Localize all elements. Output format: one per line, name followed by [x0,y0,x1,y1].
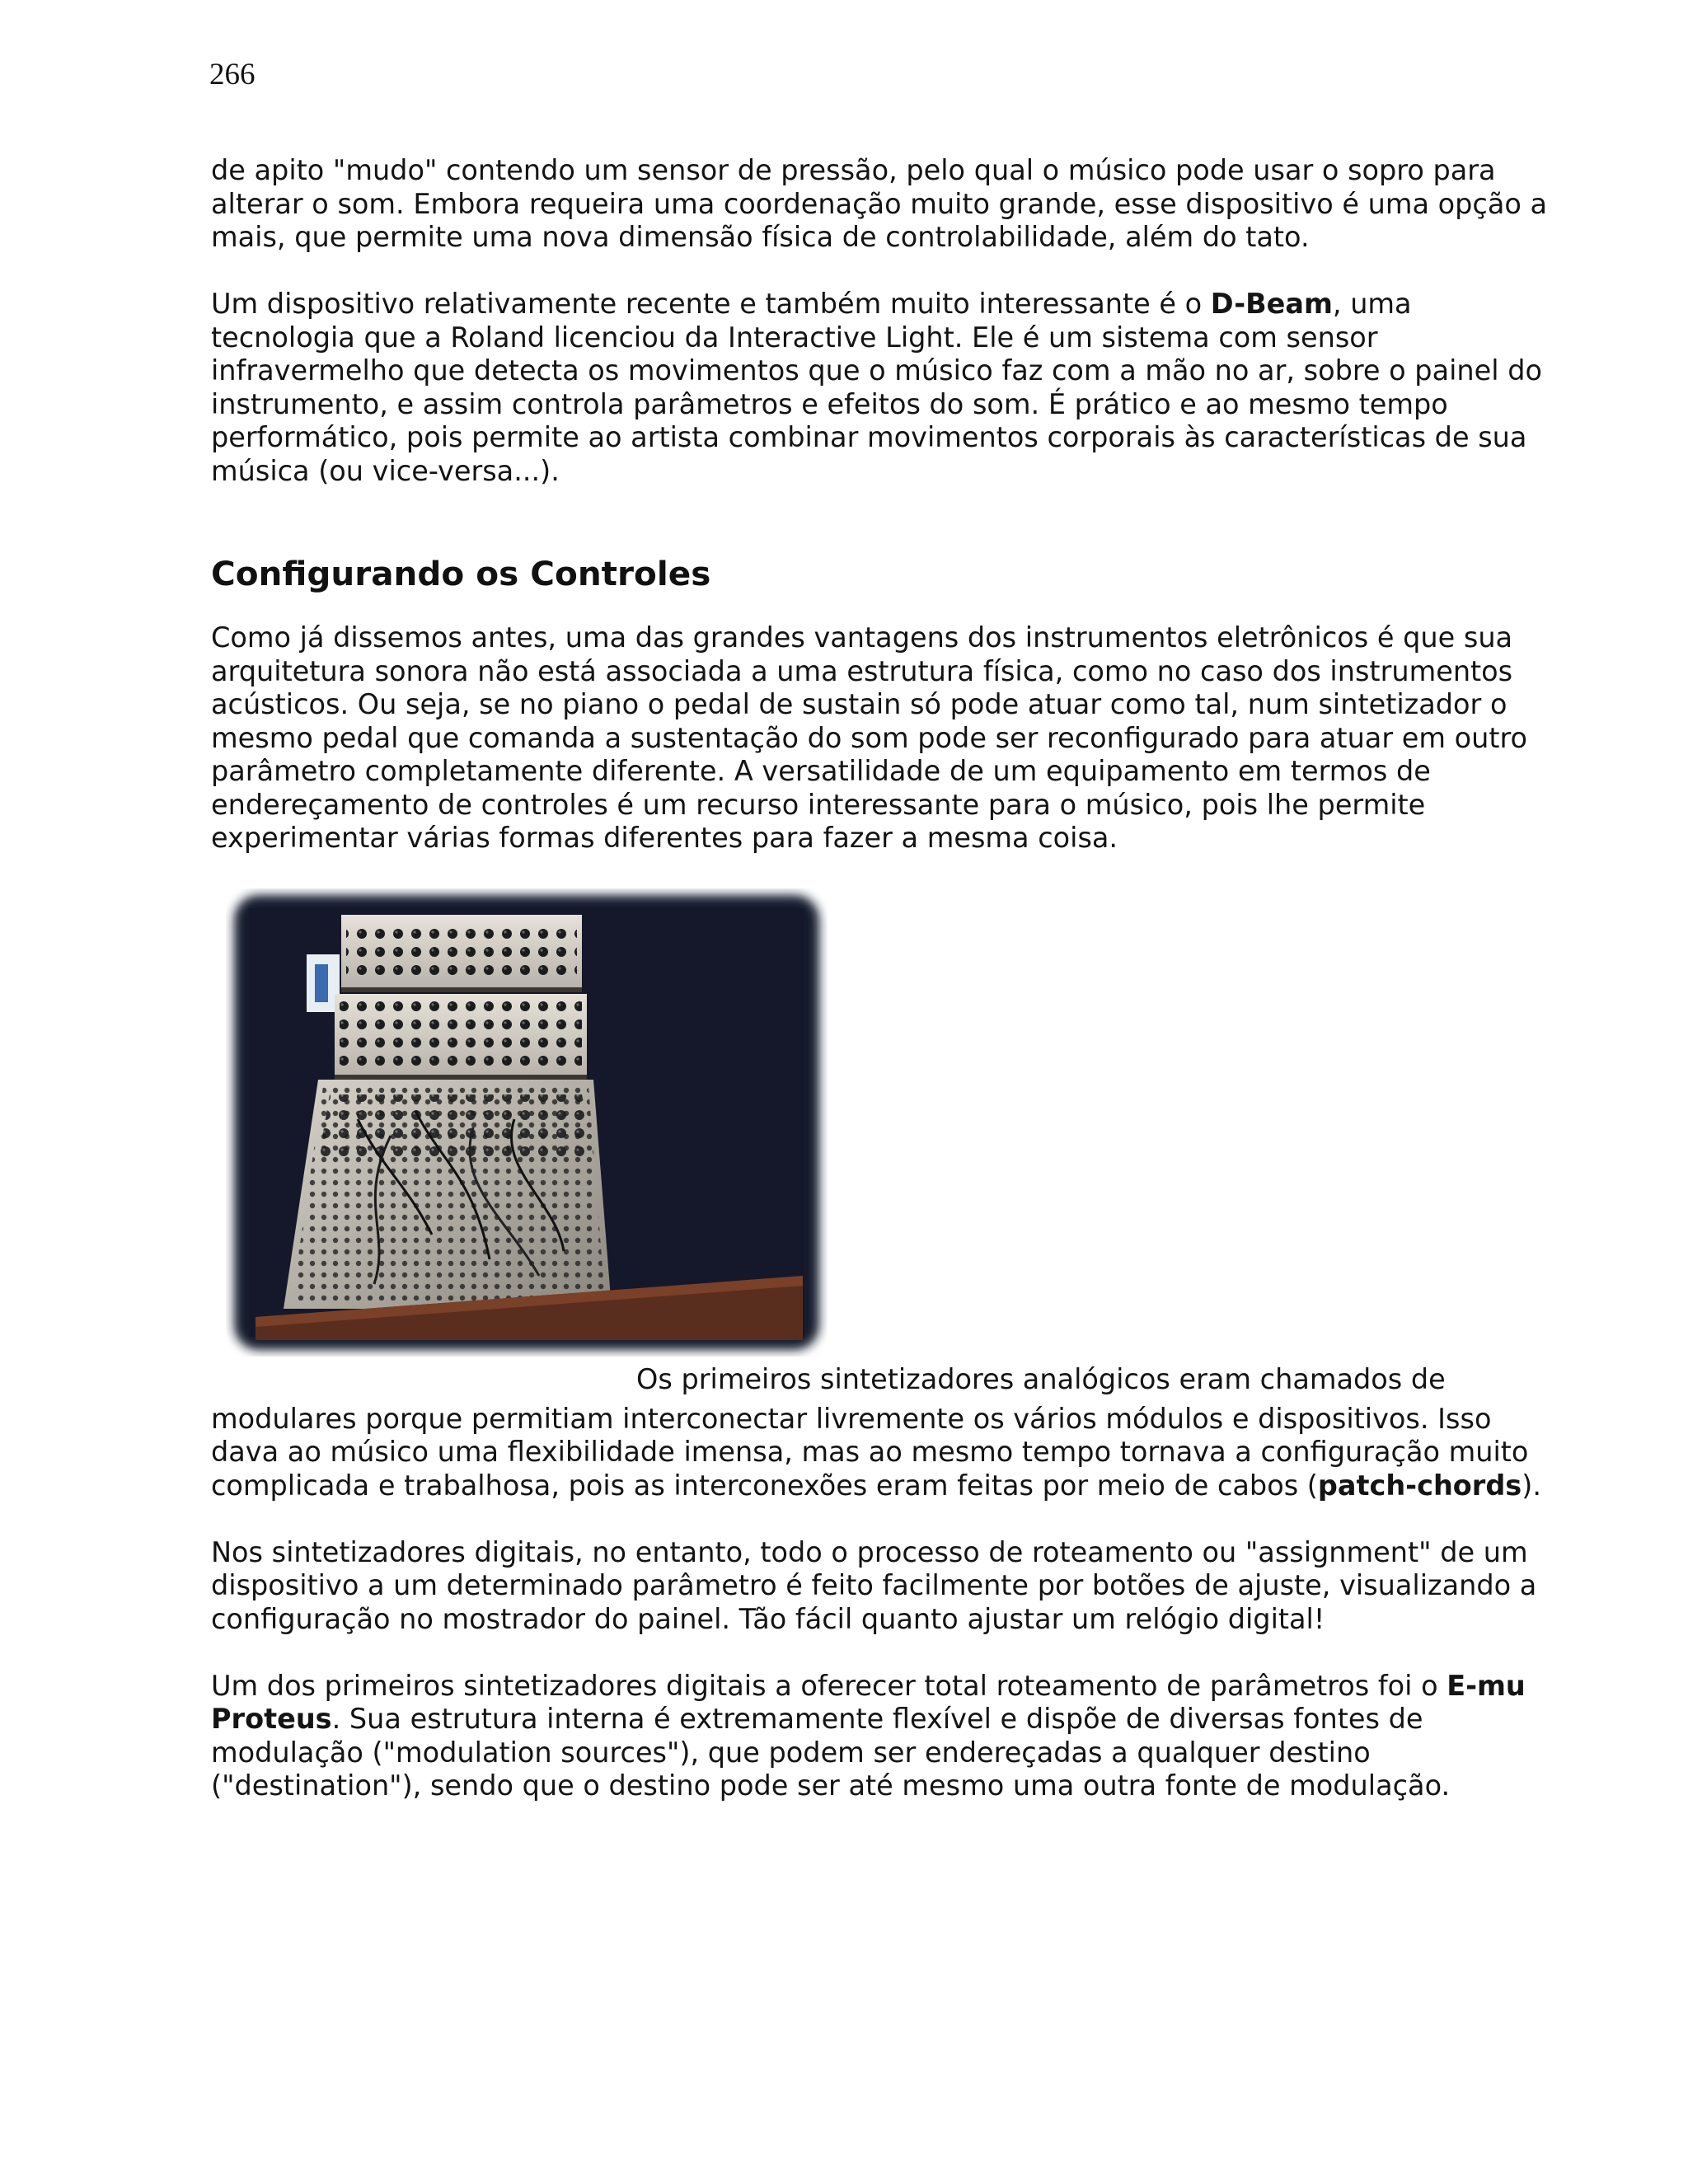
paragraph-digitais: Nos sintetizadores digitais, no entanto, todo o processo de roteamento ou "assignment" de um dispositivo a um determinado parâmetro é feito facilmente por botões de ajuste, visualizando a configuração no mostrador do painel. Tão fácil quanto ajustar um relógio digital! [211,1535,1537,1635]
paragraph-proteus-rest: . Sua estrutura interna é extremamente flexível e dispõe de diversas fontes de modulação ("modulation sources"), que podem ser endereçadas a qualquer destino ("destination"), sendo que o destino pode ser até mesmo uma outra fonte de modulação. [211,1703,1451,1802]
paragraph-d-beam-lead: Um dispositivo relativamente recente e também muito interessante é o [211,288,1211,320]
paragraph-modulares [211,1403,1563,1503]
term-emu-proteus: E-mu Proteus [211,1669,1526,1735]
paragraph-proteus-lead: Um dos primeiros sintetizadores digitais a oferecer total roteamento de parâmetros foi o [211,1669,1447,1702]
section-heading: Configurando os Controles [211,554,711,593]
term-patch-chords: patch-chords [1317,1469,1522,1502]
paragraph-controles: Como já dissemos antes, uma das grandes vantagens dos instrumentos eletrônicos é que sua arquitetura sonora não está associada a uma estrutura física, como no caso dos instrumentos acústicos. Ou seja, se no piano o pedal de sustain só pode atuar como tal, num sintetizador o mesmo pedal que comanda a sustentação do som pode ser reconfigurado para atuar em outro parâmetro completamente diferente. A versatilidade de um equipamento em termos de endereçamento de controles é um recurso interessante para o músico, pois lhe permite experimentar várias formas diferentes para fazer a mesma coisa. [211,621,1528,854]
modular-synthesizer-photo [226,888,828,1357]
paragraph-modulares-rest: modulares porque permitiam interconectar livremente os vários módulos e dispositivos. Isso dava ao músico uma flexibilidade imensa, mas ao mesmo tempo tornava a configuração muito complicada e trabalhosa, pois as interconexões eram feitas por meio de cabos ( [211,1402,1529,1502]
page-body [211,154,1563,1803]
paragraph-modulares-first-line: Os primeiros sintetizadores analógicos eram chamados de [636,1362,1446,1395]
paragraph-modulares-end: ). [1522,1469,1541,1502]
paragraph-d-beam [211,288,1563,488]
page-number: 266 [209,58,256,91]
term-d-beam: D-Beam [1210,288,1333,320]
paragraph-d-beam-rest: , uma tecnologia que a Roland licenciou da Interactive Light. Ele é um sistema com sensor infravermelho que detecta os movimentos que o músico faz com a mão no ar, sobre o painel do instrumento, e assim controla parâmetros e efeitos do som. É prático e ao mesmo tempo performático, pois permite ao artista combinar movimentos corporais às características de sua música (ou vice-versa...). [211,288,1542,487]
photo-block [211,888,1563,1403]
paragraph-proteus [211,1670,1563,1803]
paragraph-apito: de apito "mudo" contendo um sensor de pressão, pelo qual o músico pode usar o sopro para alterar o som. Embora requeira uma coordenação muito grande, esse dispositivo é uma opção a mais, que permite uma nova dimensão física de controlabilidade, além do tato. [211,154,1548,253]
